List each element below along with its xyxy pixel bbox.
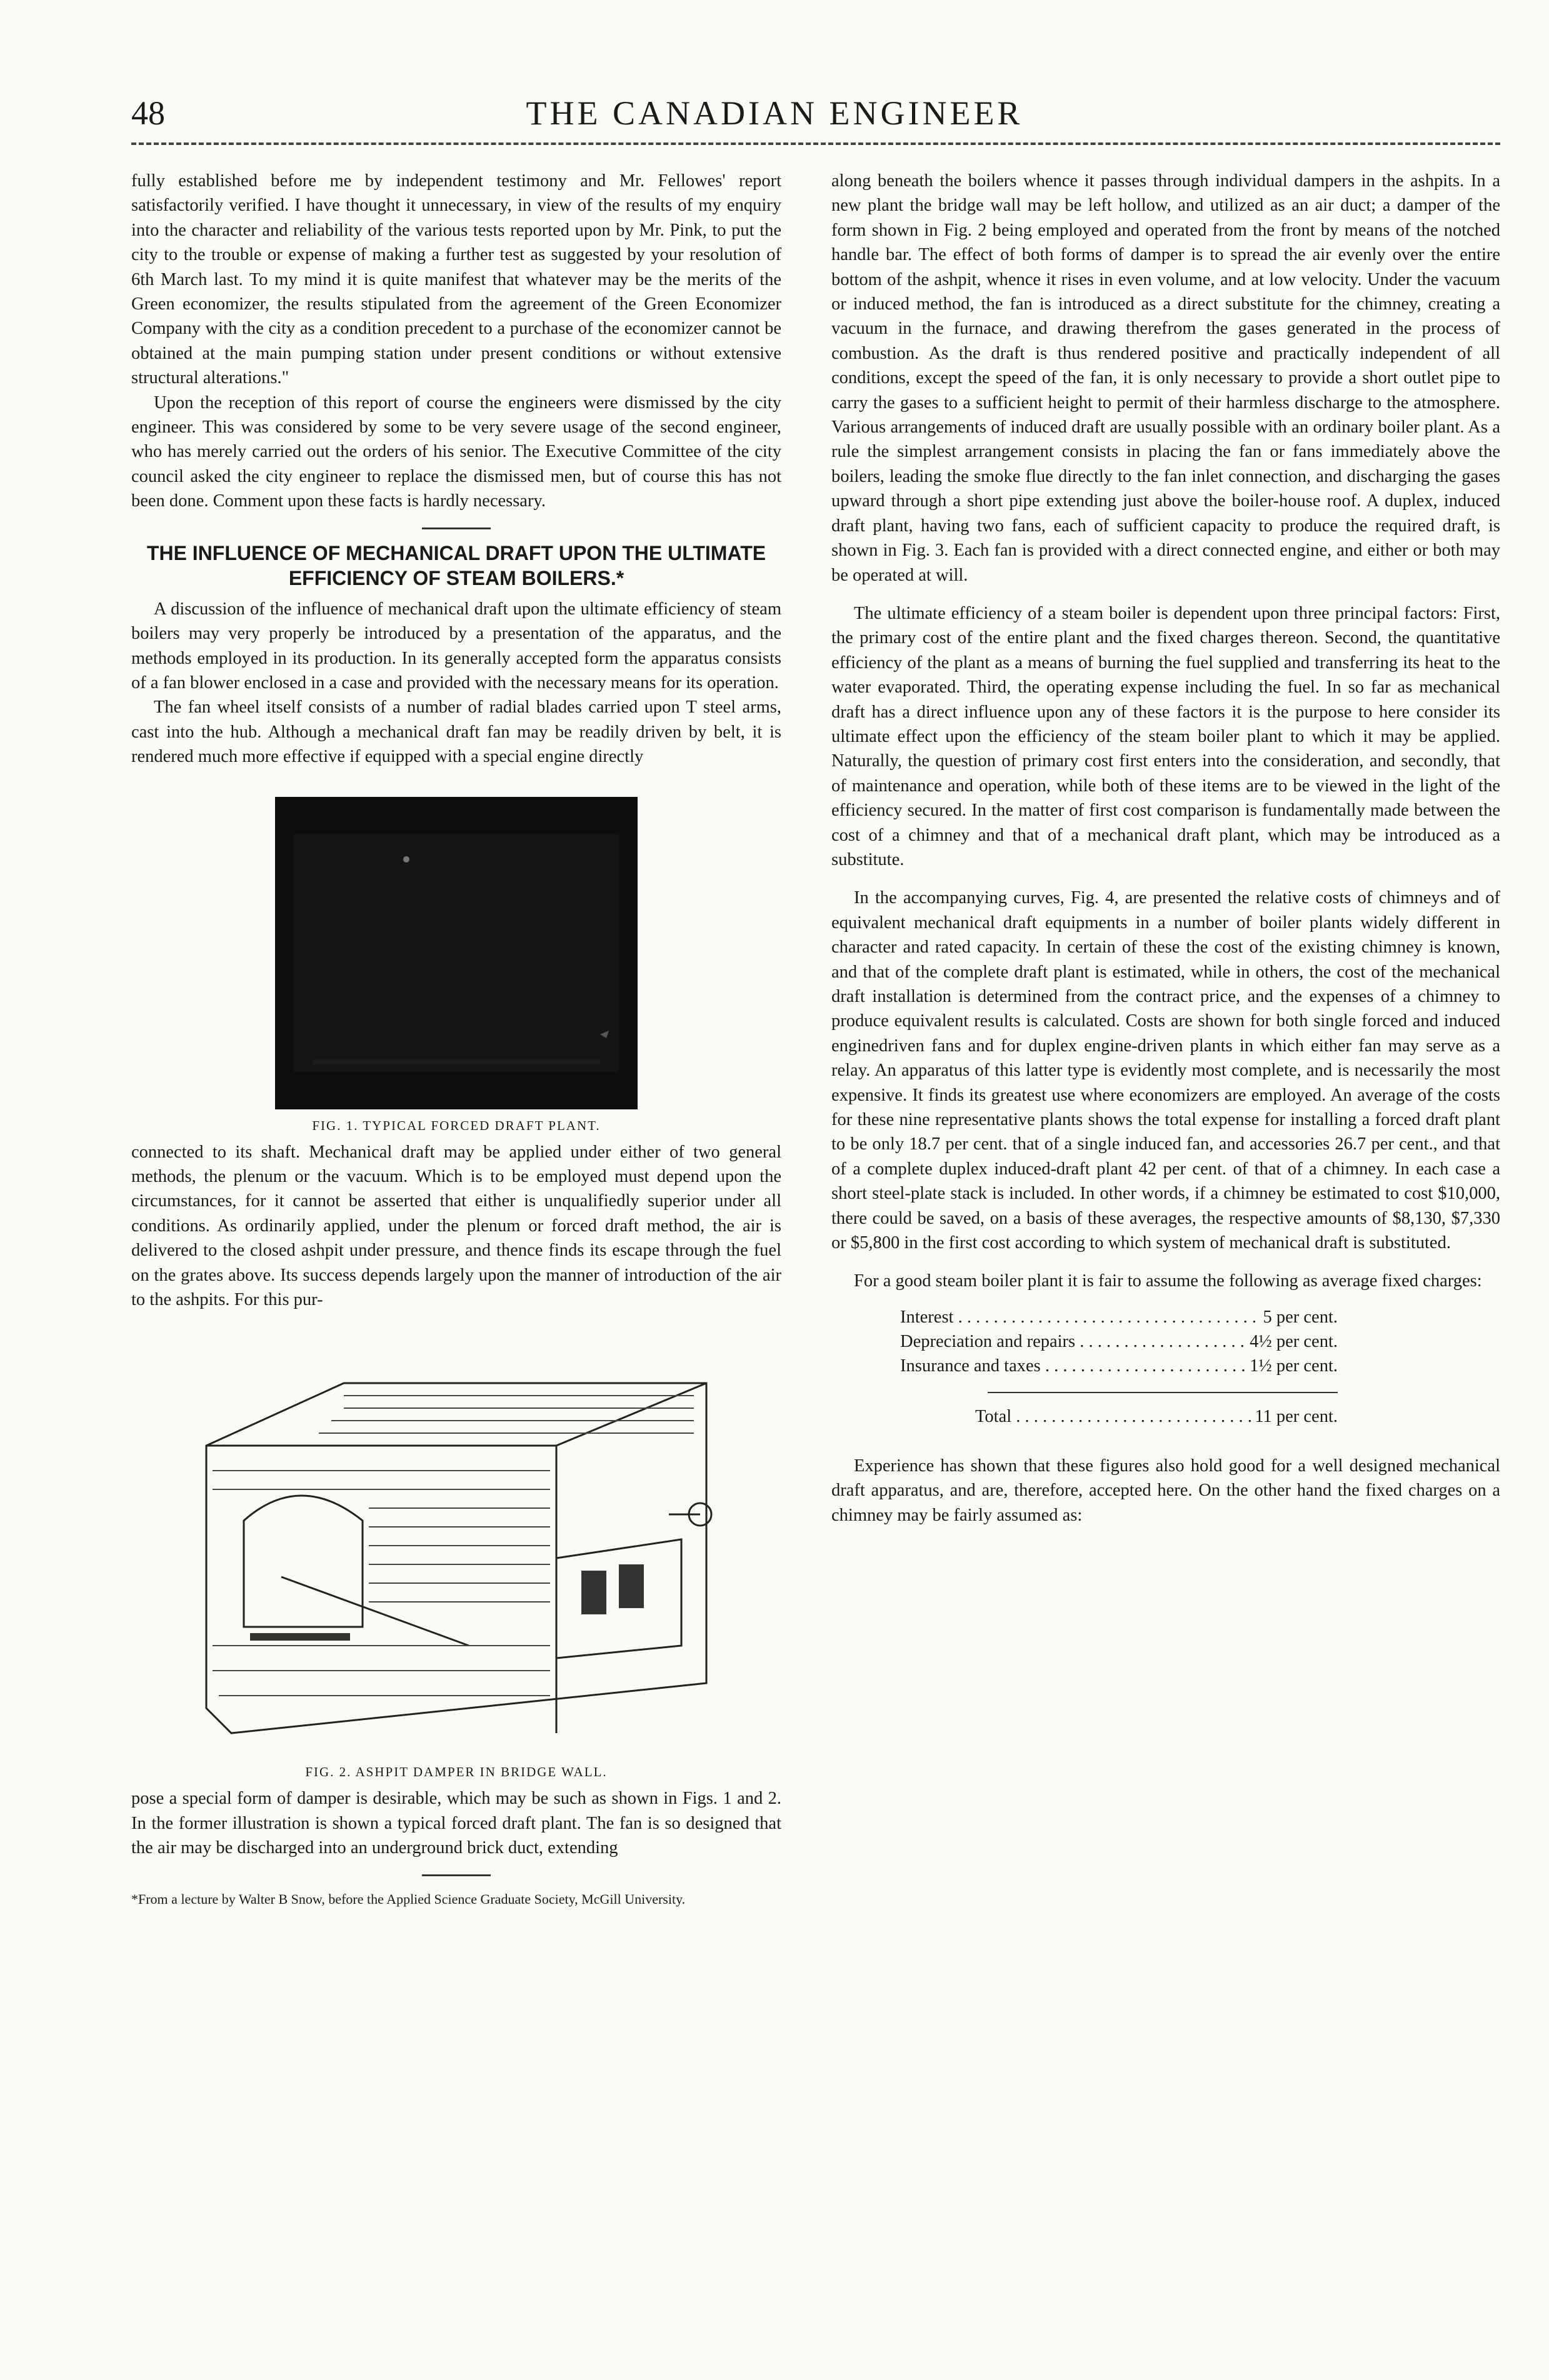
- fixed-charges-table: [900, 1305, 1338, 1378]
- left-column: [131, 169, 781, 1909]
- charge-value: 4½ per cent.: [1250, 1331, 1338, 1351]
- table-row: [900, 1329, 1338, 1354]
- figure-1-caption: FIG. 1. TYPICAL FORCED DRAFT PLANT.: [312, 1118, 601, 1133]
- forced-draft-plant-photo: [275, 797, 638, 1109]
- total-rule: [988, 1392, 1338, 1393]
- paragraph: fully established before me by independent testimony and Mr. Fellowes' report satisfactorily verified. I have thought it unnecessary, in view of the results of my enquiry into the character and reliability of the various tests reported upon by Mr. Pink, to put the city to the trouble or expense of making a further test as suggested by your resolution of 6th March last. To my mind it is quite manifest that whatever may be the merits of the Green economizer, the results stipulated from the agreement of the Green Economizer Company with the city as a condition precedent to a purchase of the economizer cannot be obtained at the main pumping station under present conditions or without extensive structural alterations.": [131, 171, 781, 388]
- table-row: [975, 1404, 1338, 1429]
- charge-label: Depreciation and repairs . . .: [900, 1329, 1246, 1354]
- charge-value: 1½ per cent.: [1250, 1356, 1338, 1376]
- paragraph: For a good steam boiler plant it is fair to assume the following as average fixed charges:: [854, 1271, 1482, 1291]
- header-rule: [131, 142, 1500, 145]
- ashpit-damper-drawing: [156, 1333, 756, 1758]
- page-number: 48: [131, 94, 165, 132]
- total-value: 11 per cent.: [1255, 1406, 1338, 1426]
- footnote: *From a lecture by Walter B Snow, before the Applied Science Graduate Society, McGill University.: [131, 1891, 686, 1907]
- paragraph: A discussion of the influence of mechanical draft upon the ultimate efficiency of steam boilers may very properly be introduced by a presentation of the apparatus, and the methods employed in its production. In its generally accepted form the apparatus consists of a fan blower enclosed in a case and provided with the necessary means for its operation.: [131, 599, 781, 692]
- table-row: [900, 1354, 1338, 1378]
- page-header: [0, 0, 1549, 162]
- charge-label: Interest . . .: [900, 1305, 1260, 1329]
- figure-2-drawing: [156, 1333, 756, 1758]
- section-divider: [422, 528, 491, 529]
- total-label: Total . . .: [975, 1404, 1251, 1429]
- journal-title: THE CANADIAN ENGINEER: [526, 94, 1023, 132]
- paragraph: In the accompanying curves, Fig. 4, are presented the relative costs of chimneys and of equivalent mechanical draft equipments in a number of boiler plants widely different in character and rated capacity. In certain of these the cost of the existing chimney is known, and that of the complete draft plant is estimated, while in others, the cost of the mechanical draft installation is determined from the contract price, and the expenses of a chimney to produce equivalent results is calculated. Costs are shown for both single forced and induced enginedriven fans and for duplex engine-driven plants in which either fan may serve as a relay. An apparatus of this latter type is evidently most complete, and is necessarily the most expensive. It finds its greatest use where economizers are employed. An average of the costs for these nine representative plants shows the total expense for installing a forced draft plant to be only 18.7 per cent. that of a single induced fan, and accessories 26.7 per cent., and that of a complete duplex induced-draft plant 42 per cent. of that of a chimney. In each case a short steel-plate stack is included. In other words, if a chimney be estimated to cost $10,000, there could be saved, on a basis of these averages, the respective amounts of $8,130, $7,330 or $5,800 in the first cost according to which system of mechanical draft is substituted.: [831, 888, 1500, 1253]
- total-row: [975, 1404, 1338, 1429]
- paragraph: The fan wheel itself consists of a number of radial blades carried upon T steel arms, cast into the hub. Although a mechanical draft fan may be readily driven by belt, it is rendered much more effective if equipped with a special engine directly: [131, 698, 781, 767]
- figure-1-photo: [275, 797, 638, 1109]
- paragraph: connected to its shaft. Mechanical draft may be applied under either of two general methods, the plenum or the vacuum. Which is to be employed must depend upon the circumstances, for it cannot be asserted that either is unqualifiedly superior under all conditions. As ordinarily applied, under the plenum or forced draft method, the air is delivered to the closed ashpit under pressure, and thence finds its escape through the fuel on the grates above. Its success depends largely upon the manner of introduction of the air to the ashpits. For this pur-: [131, 1142, 781, 1309]
- right-column: [831, 169, 1500, 1528]
- footnote-divider: [422, 1874, 491, 1876]
- charge-value: 5 per cent.: [1263, 1307, 1338, 1327]
- paragraph: along beneath the boilers whence it passes through individual dampers in the ashpits. In a new plant the bridge wall may be left hollow, and utilized as an air duct; a damper of the form shown in Fig. 2 being employed and operated from the front by means of the notched handle bar. The effect of both forms of damper is to spread the air evenly over the entire bottom of the ashpit, whence it rises in even volume, and at low velocity. Under the vacuum or induced method, the fan is introduced as a direct substitute for the chimney, creating a vacuum in the furnace, and drawing therefrom the gases generated in the process of combustion. As the draft is thus rendered positive and practically independent of all conditions, except the speed of the fan, it is only necessary to provide a short outlet pipe to carry the gases to a sufficient height to permit of their harmless discharge to the atmosphere. Various arrangements of induced draft are usually possible with an ordinary boiler plant. As a rule the simplest arrangement consists in placing the fan or fans immediately above the boilers, leading the smoke flue directly to the fan inlet connection, and discharging the gases upward through a short pipe extending just above the boiler-house roof. A duplex, induced draft plant, having two fans, each of sufficient capacity to produce the required draft, is shown in Fig. 3. Each fan is provided with a direct connected engine, and either or both may be operated at will.: [831, 171, 1500, 585]
- paragraph: Upon the reception of this report of course the engineers were dismissed by the city engineer. This was considered by some to be very severe usage of the second engineer, who has merely carried out the orders of his senior. The Executive Committee of the city council asked the city engineer to replace the dismissed men, but of course this has not been done. Comment upon these facts is hardly necessary.: [131, 392, 781, 511]
- charge-label: Insurance and taxes . . .: [900, 1354, 1246, 1378]
- paragraph: Experience has shown that these figures also hold good for a well designed mechanical draft apparatus, and are, therefore, accepted here. On the other hand the fixed charges on a chimney may be fairly assumed as:: [831, 1456, 1500, 1525]
- paragraph: pose a special form of damper is desirable, which may be such as shown in Figs. 1 and 2. In the former illustration is shown a typical forced draft plant. The fan is so designed that the air may be discharged into an underground brick duct, extending: [131, 1789, 781, 1858]
- table-row: [900, 1305, 1338, 1329]
- figure-2-caption: FIG. 2. ASHPIT DAMPER IN BRIDGE WALL.: [305, 1764, 608, 1780]
- paragraph: The ultimate efficiency of a steam boiler is dependent upon three principal factors: First, the primary cost of the entire plant and the fixed charges thereon. Second, the quantitative efficiency of the plant as a means of burning the fuel supplied and transferring its heat to the water evaporated. Third, the operating expense including the fuel. In so far as mechanical draft has a direct influence upon any of these factors it is the purpose to here consider its ultimate effect upon the efficiency of the steam boiler plant to which it may be applied. Naturally, the question of primary cost first enters into the consideration, and secondly, that of maintenance and operation, while both of these items are to be viewed in the light of the efficiency secured. In the matter of first cost comparison is fundamentally made between the cost of a chimney and that of a mechanical draft plant, which may be introduced as a substitute.: [831, 603, 1500, 869]
- article-headline: THE INFLUENCE OF MECHANICAL DRAFT UPON THE ULTIMATE EFFICIENCY OF STEAM BOILERS.*: [146, 541, 766, 589]
